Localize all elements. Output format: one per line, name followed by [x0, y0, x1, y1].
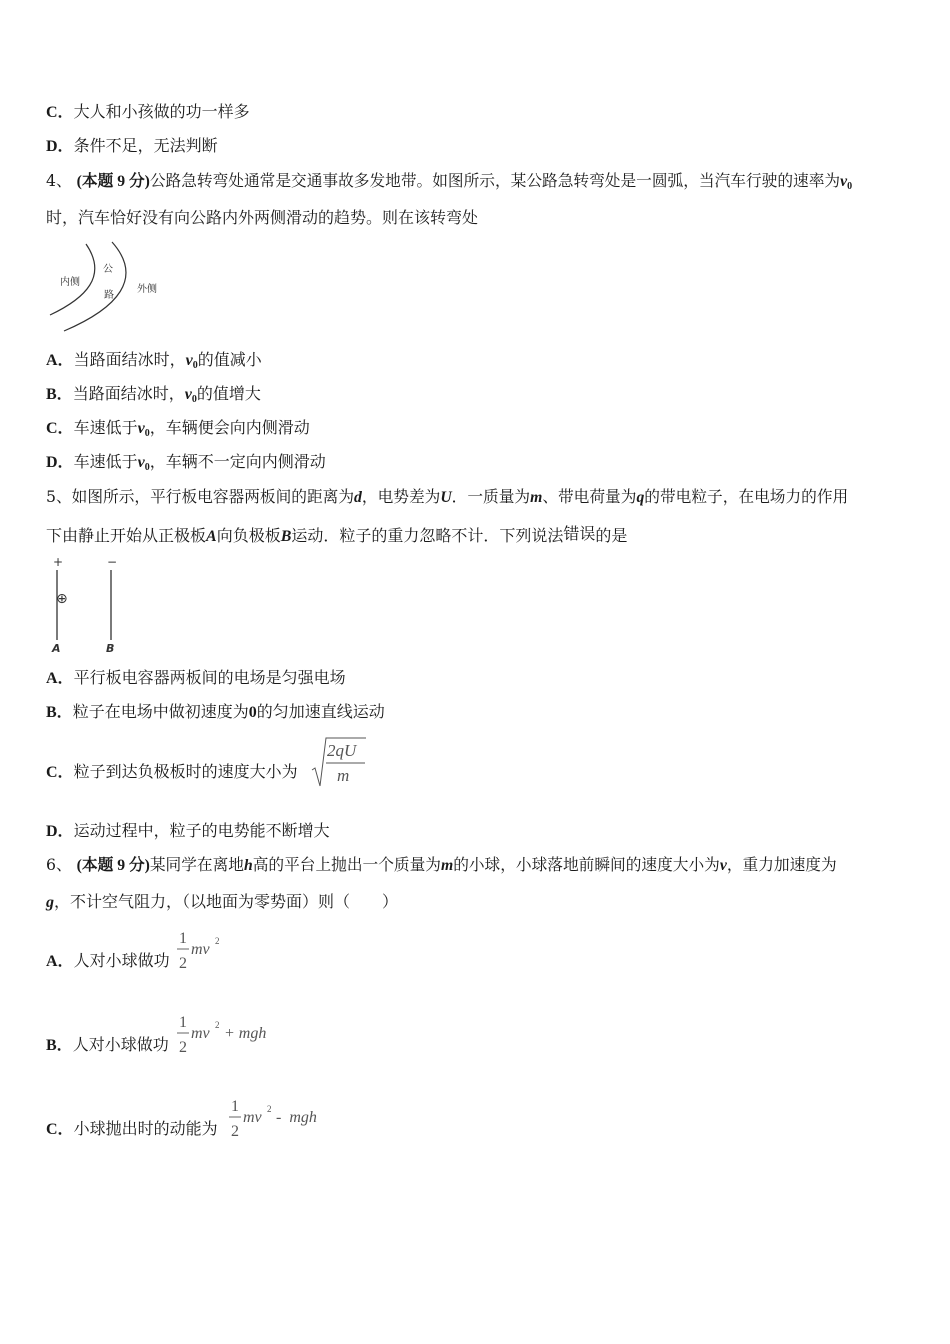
q4-stem-line1	[46, 171, 852, 197]
question-text: ，电势差为	[361, 487, 441, 506]
question-number: 4、	[46, 171, 72, 190]
option-text: 粒子到达负极板时的速度大小为	[73, 762, 298, 781]
option-text: 大人和小孩做的功一样多	[73, 102, 250, 121]
option-letter: C．	[46, 420, 74, 437]
option-text: 当路面结冰时，	[73, 350, 186, 369]
option-letter: B．	[46, 704, 73, 721]
q6-option-a	[46, 951, 170, 972]
option-letter: B．	[46, 1037, 73, 1054]
option-letter: A．	[46, 352, 74, 369]
option-letter: D．	[46, 823, 74, 840]
plate-b-label: B	[106, 642, 115, 655]
road-label-1: 公	[103, 264, 113, 275]
q6-option-c	[46, 1119, 218, 1140]
q5-option-a	[46, 668, 346, 689]
emphasis-wrong: 错误	[563, 524, 596, 543]
option-letter: C．	[46, 1121, 74, 1138]
question-text: 某同学在离地	[149, 855, 244, 874]
var-a: A	[206, 528, 217, 545]
option-letter: C．	[46, 104, 74, 121]
option-letter: B．	[46, 386, 73, 403]
question-number: 5、	[46, 487, 72, 506]
q3-option-c	[46, 102, 250, 123]
option-text: 人对小球做功	[73, 951, 170, 970]
option-text: ，车辆不一定向内侧滑动	[149, 452, 326, 471]
fraction-numerator: 1	[179, 930, 187, 947]
expression: mv	[243, 1109, 262, 1126]
option-letter: D．	[46, 454, 74, 471]
var-m: m	[530, 489, 543, 506]
question-text: ．一质量为	[451, 487, 531, 506]
fraction-numerator: 1	[231, 1098, 239, 1115]
fraction-denominator: 2	[179, 1039, 187, 1056]
question-text: 时，汽车恰好没有向公路内外两侧滑动的趋势。则在该转弯处	[46, 208, 479, 227]
plate-a-label: A	[52, 642, 61, 655]
option-text: 小球抛出时的动能为	[73, 1119, 218, 1138]
option-text: 车速低于	[73, 452, 138, 471]
question-text: 下由静止开始从正极板	[46, 526, 207, 545]
question-text: 高的平台上抛出一个质量为	[252, 855, 441, 874]
option-letter: A．	[46, 670, 74, 687]
q6-option-b	[46, 1035, 169, 1056]
option-text: 平行板电容器两板间的电场是匀强电场	[73, 668, 346, 687]
v0-subscript: 0	[847, 181, 853, 192]
option-letter: A．	[46, 953, 74, 970]
road-curve-figure	[46, 238, 176, 334]
expression-tail: + mgh	[220, 1025, 267, 1042]
expression: mv	[191, 1025, 210, 1042]
zero-value: 0	[248, 704, 257, 721]
sqrt-formula	[310, 736, 370, 790]
minus-sign: −	[107, 555, 118, 569]
fraction-numerator: 1	[179, 1014, 187, 1031]
var-v: v	[719, 857, 727, 874]
v0-subscript: 0	[144, 428, 150, 439]
q4-option-a	[46, 350, 262, 376]
v0-subscript: 0	[191, 394, 197, 405]
q5-option-c	[46, 762, 298, 783]
superscript: 2	[215, 936, 220, 946]
question-text: ，重力加速度为	[726, 855, 837, 874]
question-number: 6、	[46, 855, 72, 874]
var-h: h	[244, 857, 253, 874]
plus-sign: +	[53, 555, 64, 569]
q4-option-c	[46, 418, 310, 444]
v0-subscript: 0	[144, 462, 150, 473]
formula-denominator: m	[337, 766, 350, 785]
var-g: g	[46, 894, 54, 911]
option-letter: D．	[46, 138, 74, 155]
v0-symbol: v	[137, 454, 145, 471]
option-text: 车速低于	[73, 418, 138, 437]
var-u: U	[440, 489, 452, 506]
option-text: 当路面结冰时，	[72, 384, 185, 403]
v0-symbol: v	[184, 386, 192, 403]
v0-symbol: v	[137, 420, 145, 437]
var-d: d	[354, 489, 362, 506]
question-text: 向负极板	[216, 526, 281, 545]
question-text: 、带电荷量为	[542, 487, 637, 506]
question-text: 运动．粒子的重力忽略不计．下列说法	[291, 526, 564, 545]
question-text: 如图所示，平行板电容器两板间的距离为	[71, 487, 355, 506]
formula-option-b	[176, 1010, 296, 1060]
option-text: 人对小球做功	[72, 1035, 169, 1054]
q5-option-b	[46, 702, 385, 723]
v0-subscript: 0	[192, 360, 198, 371]
fraction-denominator: 2	[179, 955, 187, 972]
v0-symbol: v	[185, 352, 193, 369]
option-text: 的匀加速直线运动	[256, 702, 385, 721]
option-text: 运动过程中，粒子的电势能不断增大	[73, 821, 330, 840]
question-text: 公路急转弯处通常是交通事故多发地带。如图所示，某公路急转弯处是一圆弧，当汽车行驶的速率为	[149, 171, 841, 190]
q3-option-d	[46, 136, 218, 157]
option-letter: C．	[46, 764, 74, 781]
charged-particle: ⊕	[56, 591, 68, 607]
option-text: 粒子在电场中做初速度为	[72, 702, 249, 721]
formula-option-a	[176, 926, 266, 976]
formula-numerator: 2qU	[327, 741, 357, 760]
inner-label: 内侧	[60, 277, 80, 288]
road-label-2: 路	[104, 290, 114, 301]
capacitor-figure	[46, 554, 126, 656]
question-text: 的小球，小球落地前瞬间的速度大小为	[453, 855, 720, 874]
option-text: ，车辆便会向内侧滑动	[149, 418, 310, 437]
q4-option-b	[46, 384, 261, 410]
q6-stem-line2	[46, 892, 398, 913]
superscript: 2	[215, 1020, 220, 1030]
q4-stem-line2	[46, 208, 478, 228]
var-m: m	[440, 857, 454, 874]
q4-option-d	[46, 452, 326, 478]
q5-stem-line2	[46, 524, 627, 547]
outer-label: 外侧	[137, 284, 157, 295]
v0-symbol: v	[840, 173, 848, 190]
q5-stem-line1	[46, 487, 848, 508]
var-q: q	[636, 489, 645, 506]
question-text: 的带电粒子，在电场力的作用	[644, 487, 849, 506]
question-score: (本题 9 分)	[76, 857, 150, 874]
superscript: 2	[267, 1104, 272, 1114]
q6-stem-line1	[46, 855, 837, 876]
formula-option-c	[228, 1094, 348, 1144]
question-score: (本题 9 分)	[76, 173, 150, 190]
fraction-denominator: 2	[231, 1123, 239, 1140]
question-text: 的是	[595, 526, 628, 545]
expression-tail: - mgh	[272, 1109, 317, 1126]
var-b: B	[280, 528, 292, 545]
question-text: ，不计空气阻力，（以地面为零势面）则（ ）	[54, 892, 399, 911]
option-text: 的值减小	[197, 350, 262, 369]
expression: mv	[191, 941, 210, 958]
option-text: 的值增大	[196, 384, 261, 403]
q5-option-d	[46, 821, 330, 842]
option-text: 条件不足，无法判断	[73, 136, 218, 155]
